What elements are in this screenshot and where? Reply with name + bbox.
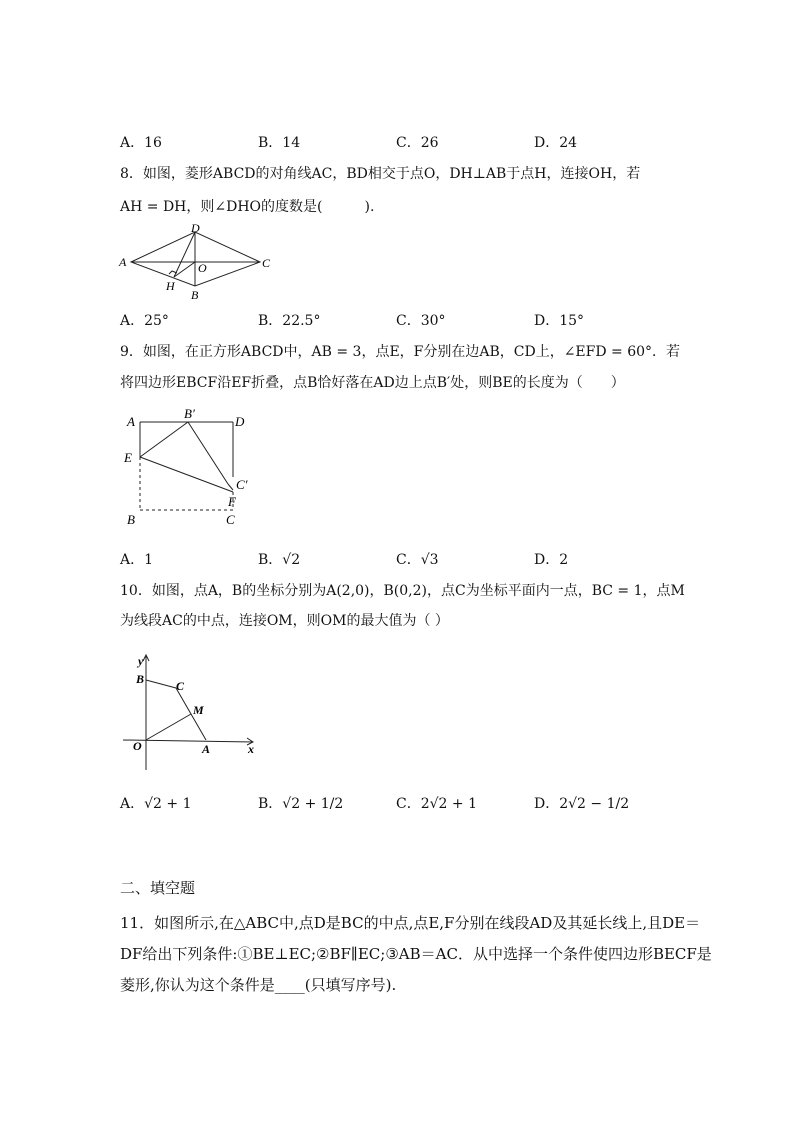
q8-option-d: D．15° [534, 313, 585, 329]
q10-label-y: y [138, 654, 144, 668]
q9-option-a: A．1 [120, 552, 154, 568]
q8-stem-line1: 8．如图，菱形ABCD的对角线AC，BD相交于点O，DH⊥AB于点H，连接OH，若 [120, 166, 641, 182]
q8-label-c: C [262, 256, 271, 270]
q9-label-a: A [127, 414, 135, 429]
q8-segment-dh [174, 232, 195, 277]
q11-stem-line2: DF给出下列条件:①BE⊥EC;②BF∥EC;③AB＝AC．从中选择一个条件使四边形BECF是 [120, 945, 712, 963]
q9-option-c: C．√3 [396, 552, 439, 568]
q10-stem-line2: 为线段AC的中点，连接OM，则OM的最大值为（ ） [120, 613, 449, 629]
q7-option-c: C．26 [396, 135, 439, 151]
q9-segment-eb-prime [140, 422, 188, 457]
q10-stem-line1: 10．如图，点A，B的坐标分别为A(2,0)，B(0,2)，点C为坐标平面内一点，BC = 1，点M [120, 583, 685, 599]
q11-stem-line1: 11．如图所示,在△ABC中,点D是BC的中点,点E,F分别在线段AD及其延长线上,且DE＝ [120, 914, 701, 932]
q10-x-axis [123, 740, 253, 742]
q10-option-a: A．√2 + 1 [120, 796, 192, 812]
section-heading: 二、填空题 [120, 879, 196, 897]
q9-label-b-prime: B′ [184, 406, 195, 421]
q10-option-c: C．2√2 + 1 [396, 796, 477, 812]
q8-stem-line2: AH = DH，则∠DHO的度数是( ). [120, 199, 375, 215]
q10-segment-om [146, 714, 191, 740]
q10-label-c: C [176, 679, 185, 693]
q11-stem-line3: 菱形,你认为这个条件是____(只填写序号). [120, 976, 397, 994]
q8-option-c: C．30° [396, 313, 446, 329]
q10-option-b: B．√2 + 1/2 [258, 796, 344, 812]
q7-option-d: D．24 [534, 135, 578, 151]
q8-label-d: D [191, 222, 200, 235]
q10-label-x: x [248, 742, 254, 756]
q8-label-b: B [191, 288, 199, 302]
q10-label-m: M [193, 703, 204, 717]
q8-option-a: A．25° [120, 313, 169, 329]
q10-segment-bc [146, 680, 176, 688]
q9-stem-line2: 将四边形EBCF沿EF折叠，点B恰好落在AD边上点B′处，则BE的长度为（ ） [120, 375, 625, 391]
q8-label-a: A [119, 255, 127, 269]
q8-label-h: H [166, 279, 175, 293]
q9-segment-b-prime-c-prime [188, 422, 228, 484]
q9-fold-line-ef [140, 457, 233, 492]
q10-option-d: D．2√2 − 1/2 [534, 796, 630, 812]
q10-label-a: A [202, 742, 211, 756]
q9-stem-line1: 9．如图，在正方形ABCD中，AB = 3，点E，F分别在边AB，CD上，∠EFD = 60°．若 [120, 344, 681, 360]
q9-label-b: B [127, 512, 135, 527]
q9-option-d: D．2 [534, 552, 569, 568]
q9-square-figure [118, 402, 268, 532]
q9-label-f: F [228, 494, 236, 509]
q9-label-c: C [226, 512, 235, 527]
q10-coordinate-figure [118, 645, 268, 775]
q9-segment-c-prime-f [228, 484, 233, 490]
q10-label-o: O [133, 739, 142, 753]
q10-label-b: B [136, 672, 145, 686]
q9-label-e: E [124, 450, 132, 465]
q9-label-c-prime: C′ [236, 477, 248, 492]
q9-label-d: D [235, 414, 245, 429]
q7-option-b: B．14 [258, 135, 301, 151]
q9-option-b: B．√2 [258, 552, 301, 568]
q8-option-b: B．22.5° [258, 313, 321, 329]
q7-option-a: A．16 [120, 135, 162, 151]
q8-label-o: O [198, 261, 207, 275]
q8-rhombus-figure [116, 222, 278, 304]
